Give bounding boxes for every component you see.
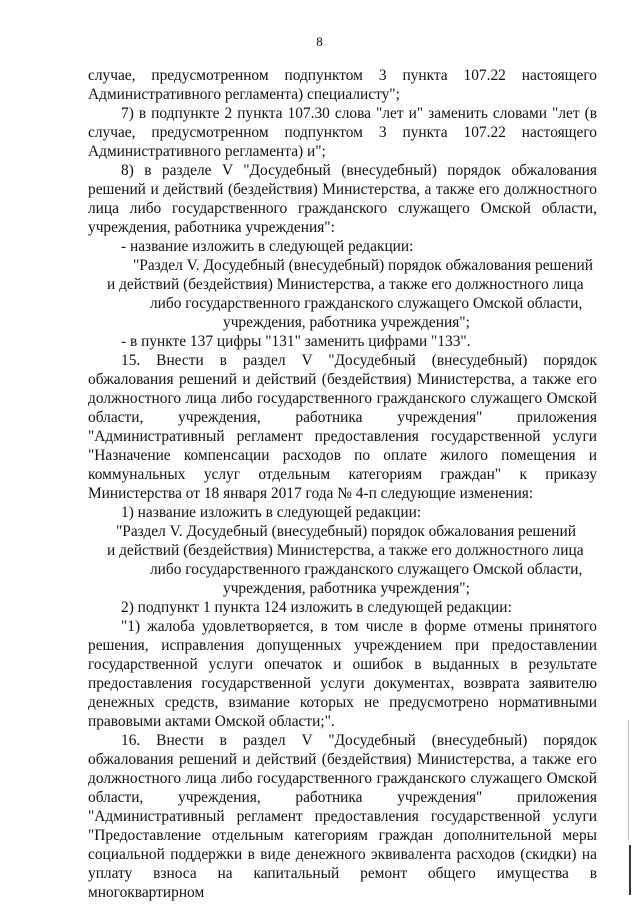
text-line: 7) в подпункте 2 пункта 107.30 слова "лет и" заменить словами "лет (в (121, 105, 597, 122)
text-line: "Раздел V. Досудебный (внесудебный) порядок обжалования решений (116, 523, 576, 540)
text-line: 2) подпункт 1 пункта 124 изложить в следующей редакции: (121, 599, 512, 616)
text-line: случае, предусмотренном подпунктом 3 пункта 107.22 настоящего (88, 124, 597, 141)
text-line: обжалования решений и действий (бездействия) Министерства, а также его (88, 751, 597, 768)
text-line: денежных средств, взимание которых не предусмотрено нормативными (88, 694, 597, 711)
text-line: "Административный регламент предоставления государственной услуги (88, 808, 597, 825)
scan-edge-mark (629, 845, 631, 895)
text-line: случае, предусмотренном подпунктом 3 пункта 107.22 настоящего (88, 67, 597, 84)
text-line: учреждения, работника учреждения"; (223, 314, 470, 331)
text-line: 1) название изложить в следующей редакции: (121, 504, 422, 521)
text-line: Министерства от 18 января 2017 года № 4-п следующие изменения: (88, 485, 534, 502)
text-line: Административного регламента) специалисту"; (88, 86, 400, 103)
text-line: "Назначение компенсации расходов по оплате жилого помещения и (88, 447, 597, 464)
text-line: предоставления государственной услуги документах, возврата заявителю (88, 675, 597, 692)
text-line: либо государственного гражданского служащего Омской области, (150, 295, 583, 312)
text-line: государственной услуги опечаток и ошибок в выданных в результате (88, 656, 597, 673)
text-line: обжалования решений и действий (бездействия) Министерства, а также его (88, 371, 597, 388)
text-line: 15. Внести в раздел V "Досудебный (внесудебный) порядок (121, 352, 597, 369)
text-line: решений и действий (бездействия) Министерства, а также его должностного (88, 181, 597, 198)
text-line: Административного регламента) и"; (88, 143, 326, 160)
text-line: - в пункте 137 цифры "131" заменить цифрами "133". (121, 333, 471, 350)
scan-edge-mark (628, 720, 629, 840)
text-line: должностного лица либо государственного гражданского служащего Омской (88, 770, 597, 787)
text-line: и действий (бездействия) Министерства, а также его должностного лица (107, 542, 584, 559)
page-number: 8 (316, 34, 323, 49)
text-line: области, учреждения, работника учреждения" приложения (88, 789, 597, 806)
text-line: 8) в разделе V "Досудебный (внесудебный) порядок обжалования (121, 162, 597, 179)
text-line: либо государственного гражданского служащего Омской области, (150, 561, 583, 578)
text-line: "Раздел V. Досудебный (внесудебный) порядок обжалования решений (133, 257, 593, 274)
text-line: области, учреждения, работника учреждения" приложения (88, 409, 597, 426)
text-line: уплату взноса на капитальный ремонт общего имущества в многоквартирном (88, 865, 597, 901)
text-line: "1) жалоба удовлетворяется, в том числе в форме отмены принятого (121, 618, 597, 635)
text-line: учреждения, работника учреждения": (88, 219, 335, 236)
text-line: лица либо государственного гражданского служащего Омской области, (88, 200, 597, 217)
text-line: 16. Внести в раздел V "Досудебный (внесудебный) порядок (121, 732, 597, 749)
text-line: правовыми актами Омской области;". (88, 713, 335, 730)
text-line: "Административный регламент предоставления государственной услуги (88, 428, 597, 445)
text-line: социальной поддержки в виде денежного эквивалента расходов (скидки) на (88, 846, 597, 863)
text-line: и действий (бездействия) Министерства, а также его должностного лица (107, 276, 584, 293)
text-line: должностного лица либо государственного гражданского служащего Омской (88, 390, 597, 407)
text-line: "Предоставление отдельным категориям граждан дополнительной меры (88, 827, 597, 844)
text-line: решения, исправления допущенных учреждением при предоставлении (88, 637, 597, 654)
text-line: коммунальных услуг отдельным категориям граждан" к приказу (88, 466, 597, 483)
text-line: учреждения, работника учреждения"; (223, 580, 470, 597)
text-line: - название изложить в следующей редакции: (121, 238, 414, 255)
